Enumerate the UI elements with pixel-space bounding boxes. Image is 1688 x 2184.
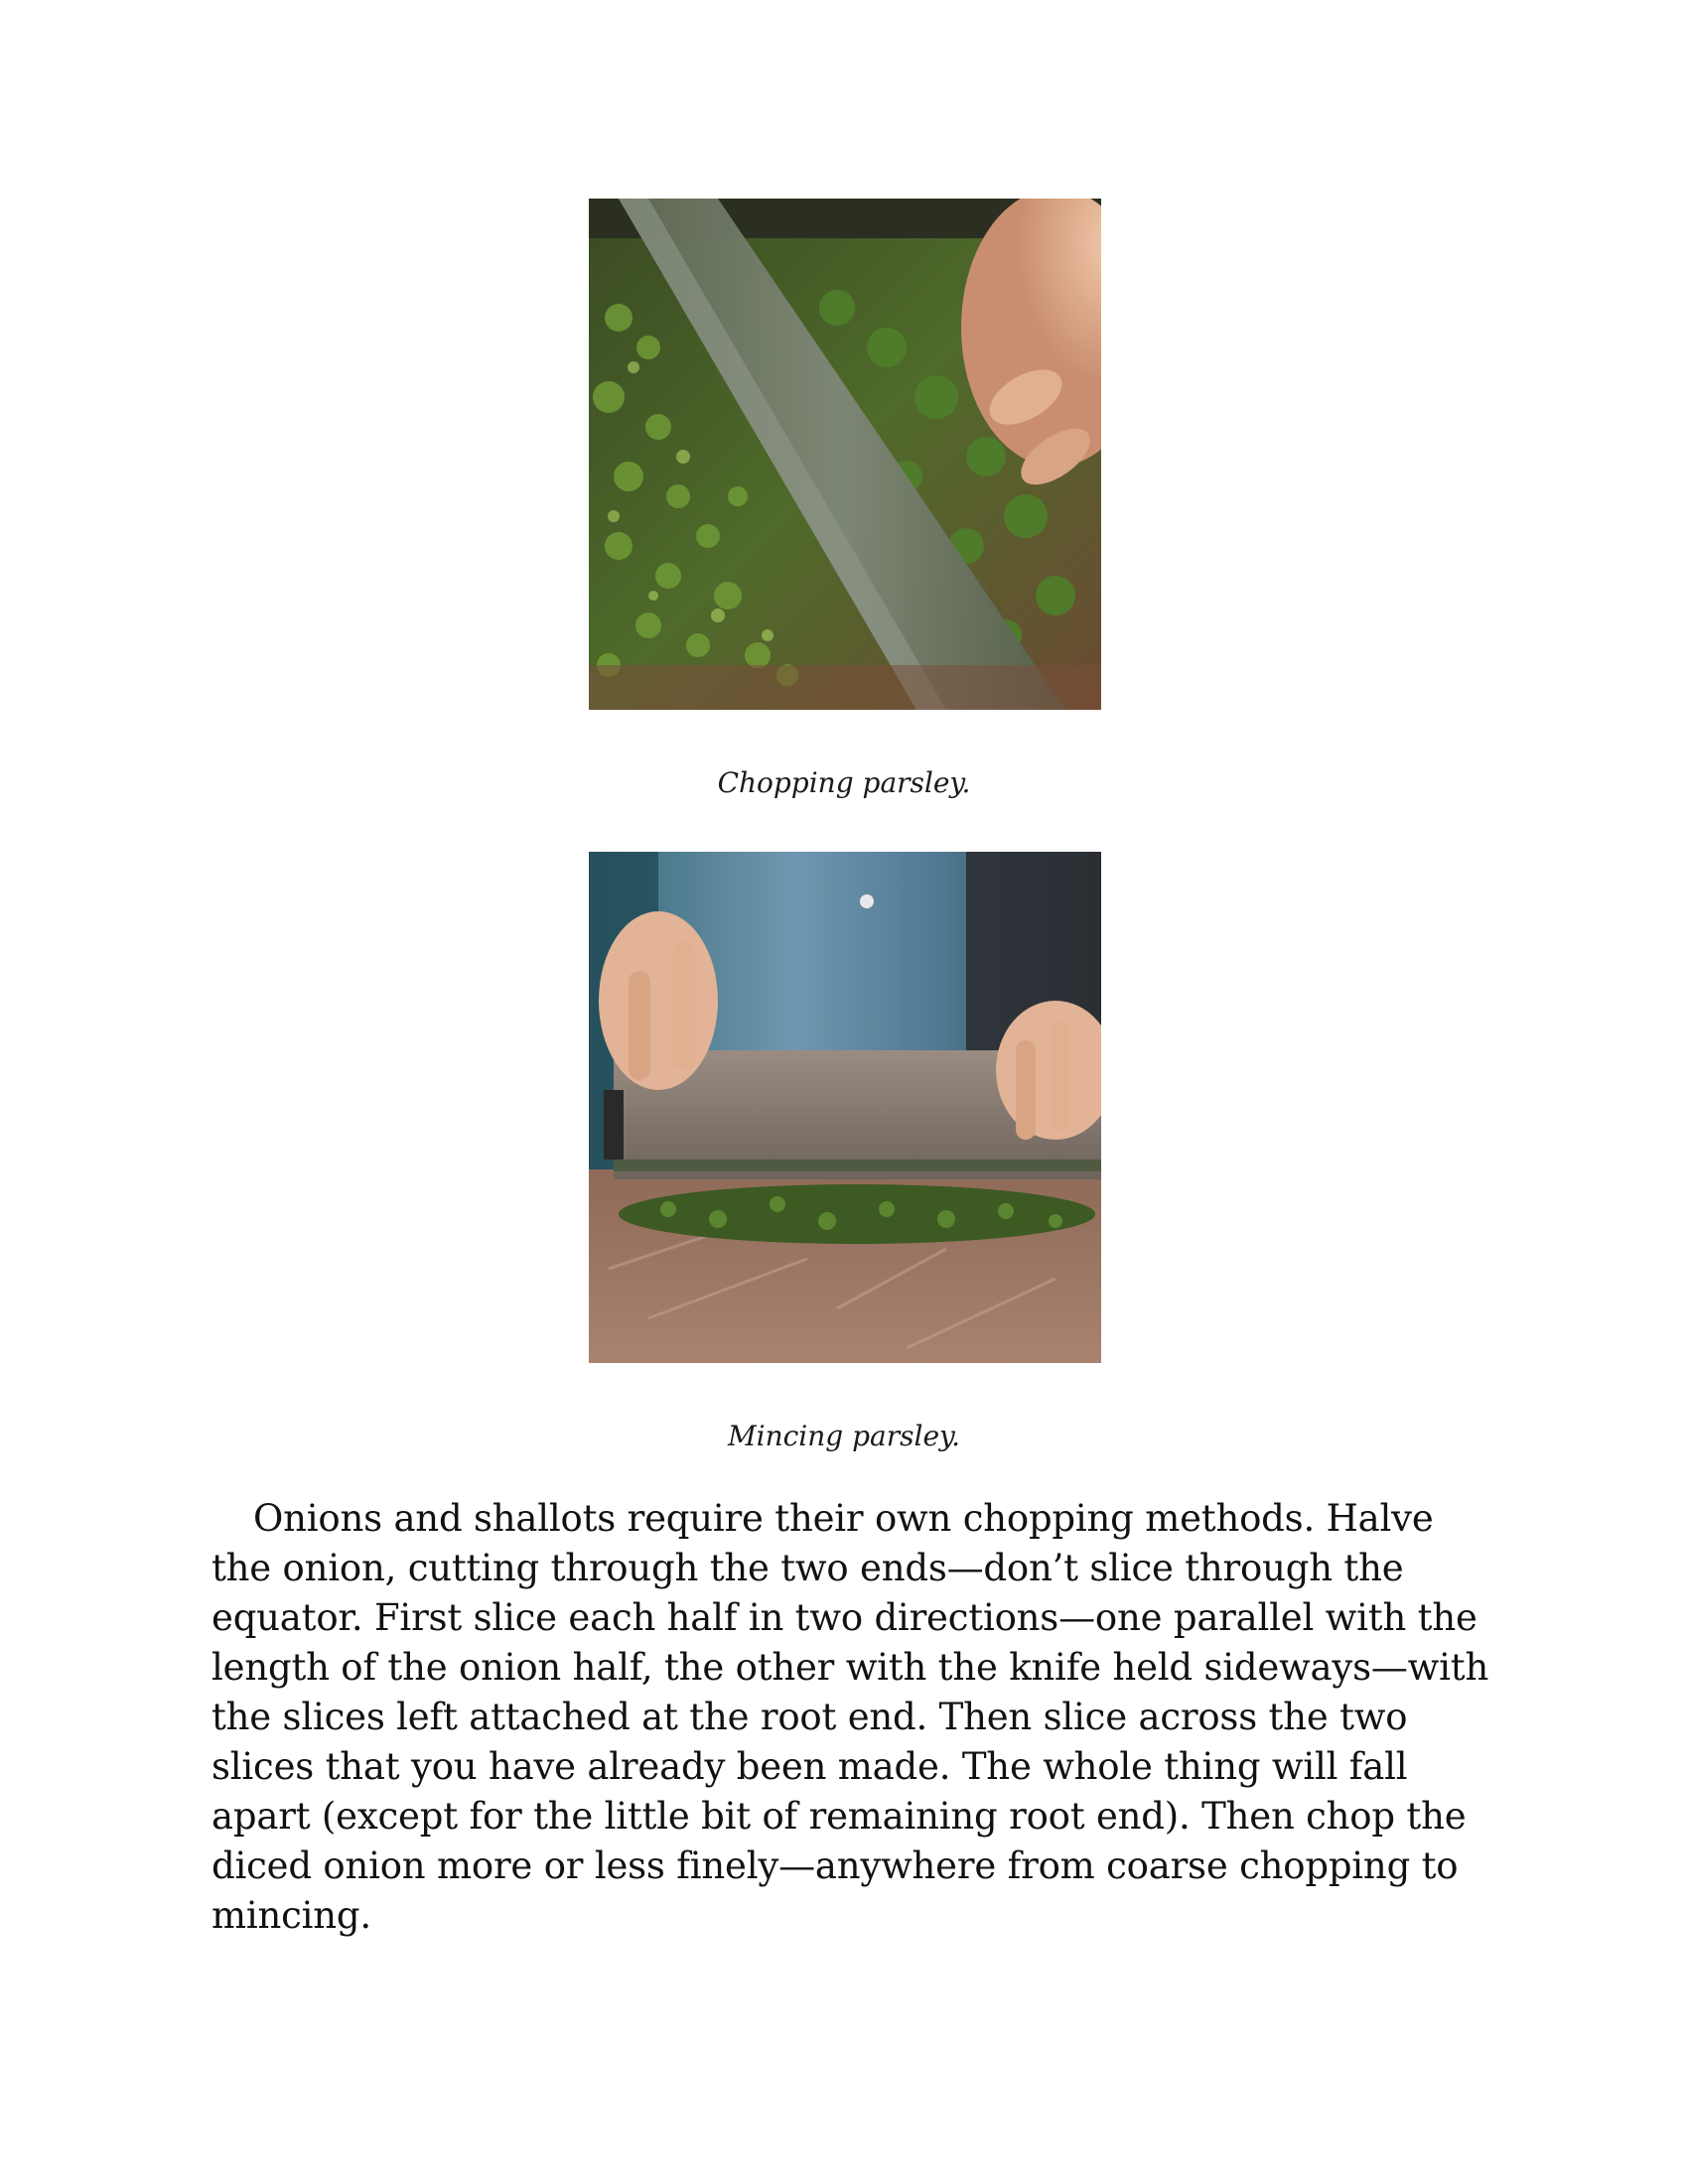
figure-caption-2: Mincing parsley. [727, 1420, 961, 1452]
body-paragraph: Onions and shallots require their own chopping methods. Halve the onion, cutting through the two ends—don’t slice through the equator. First slice each half in two directions—one parallel with the length of the onion half, the other with the knife held sideways—with the slices left attached at the root end. Then slice across the two slices that you have already been made. The whole thing will fall apart (except for the little bit of remaining root end). Then chop the diced onion more or less finely—anywhere from coarse chopping to mincing. [211, 1497, 1489, 1937]
photo-mincing-parsley [589, 852, 1101, 1363]
figure-caption-1: Chopping parsley. [717, 766, 971, 799]
photo-chopping-parsley [589, 199, 1101, 710]
